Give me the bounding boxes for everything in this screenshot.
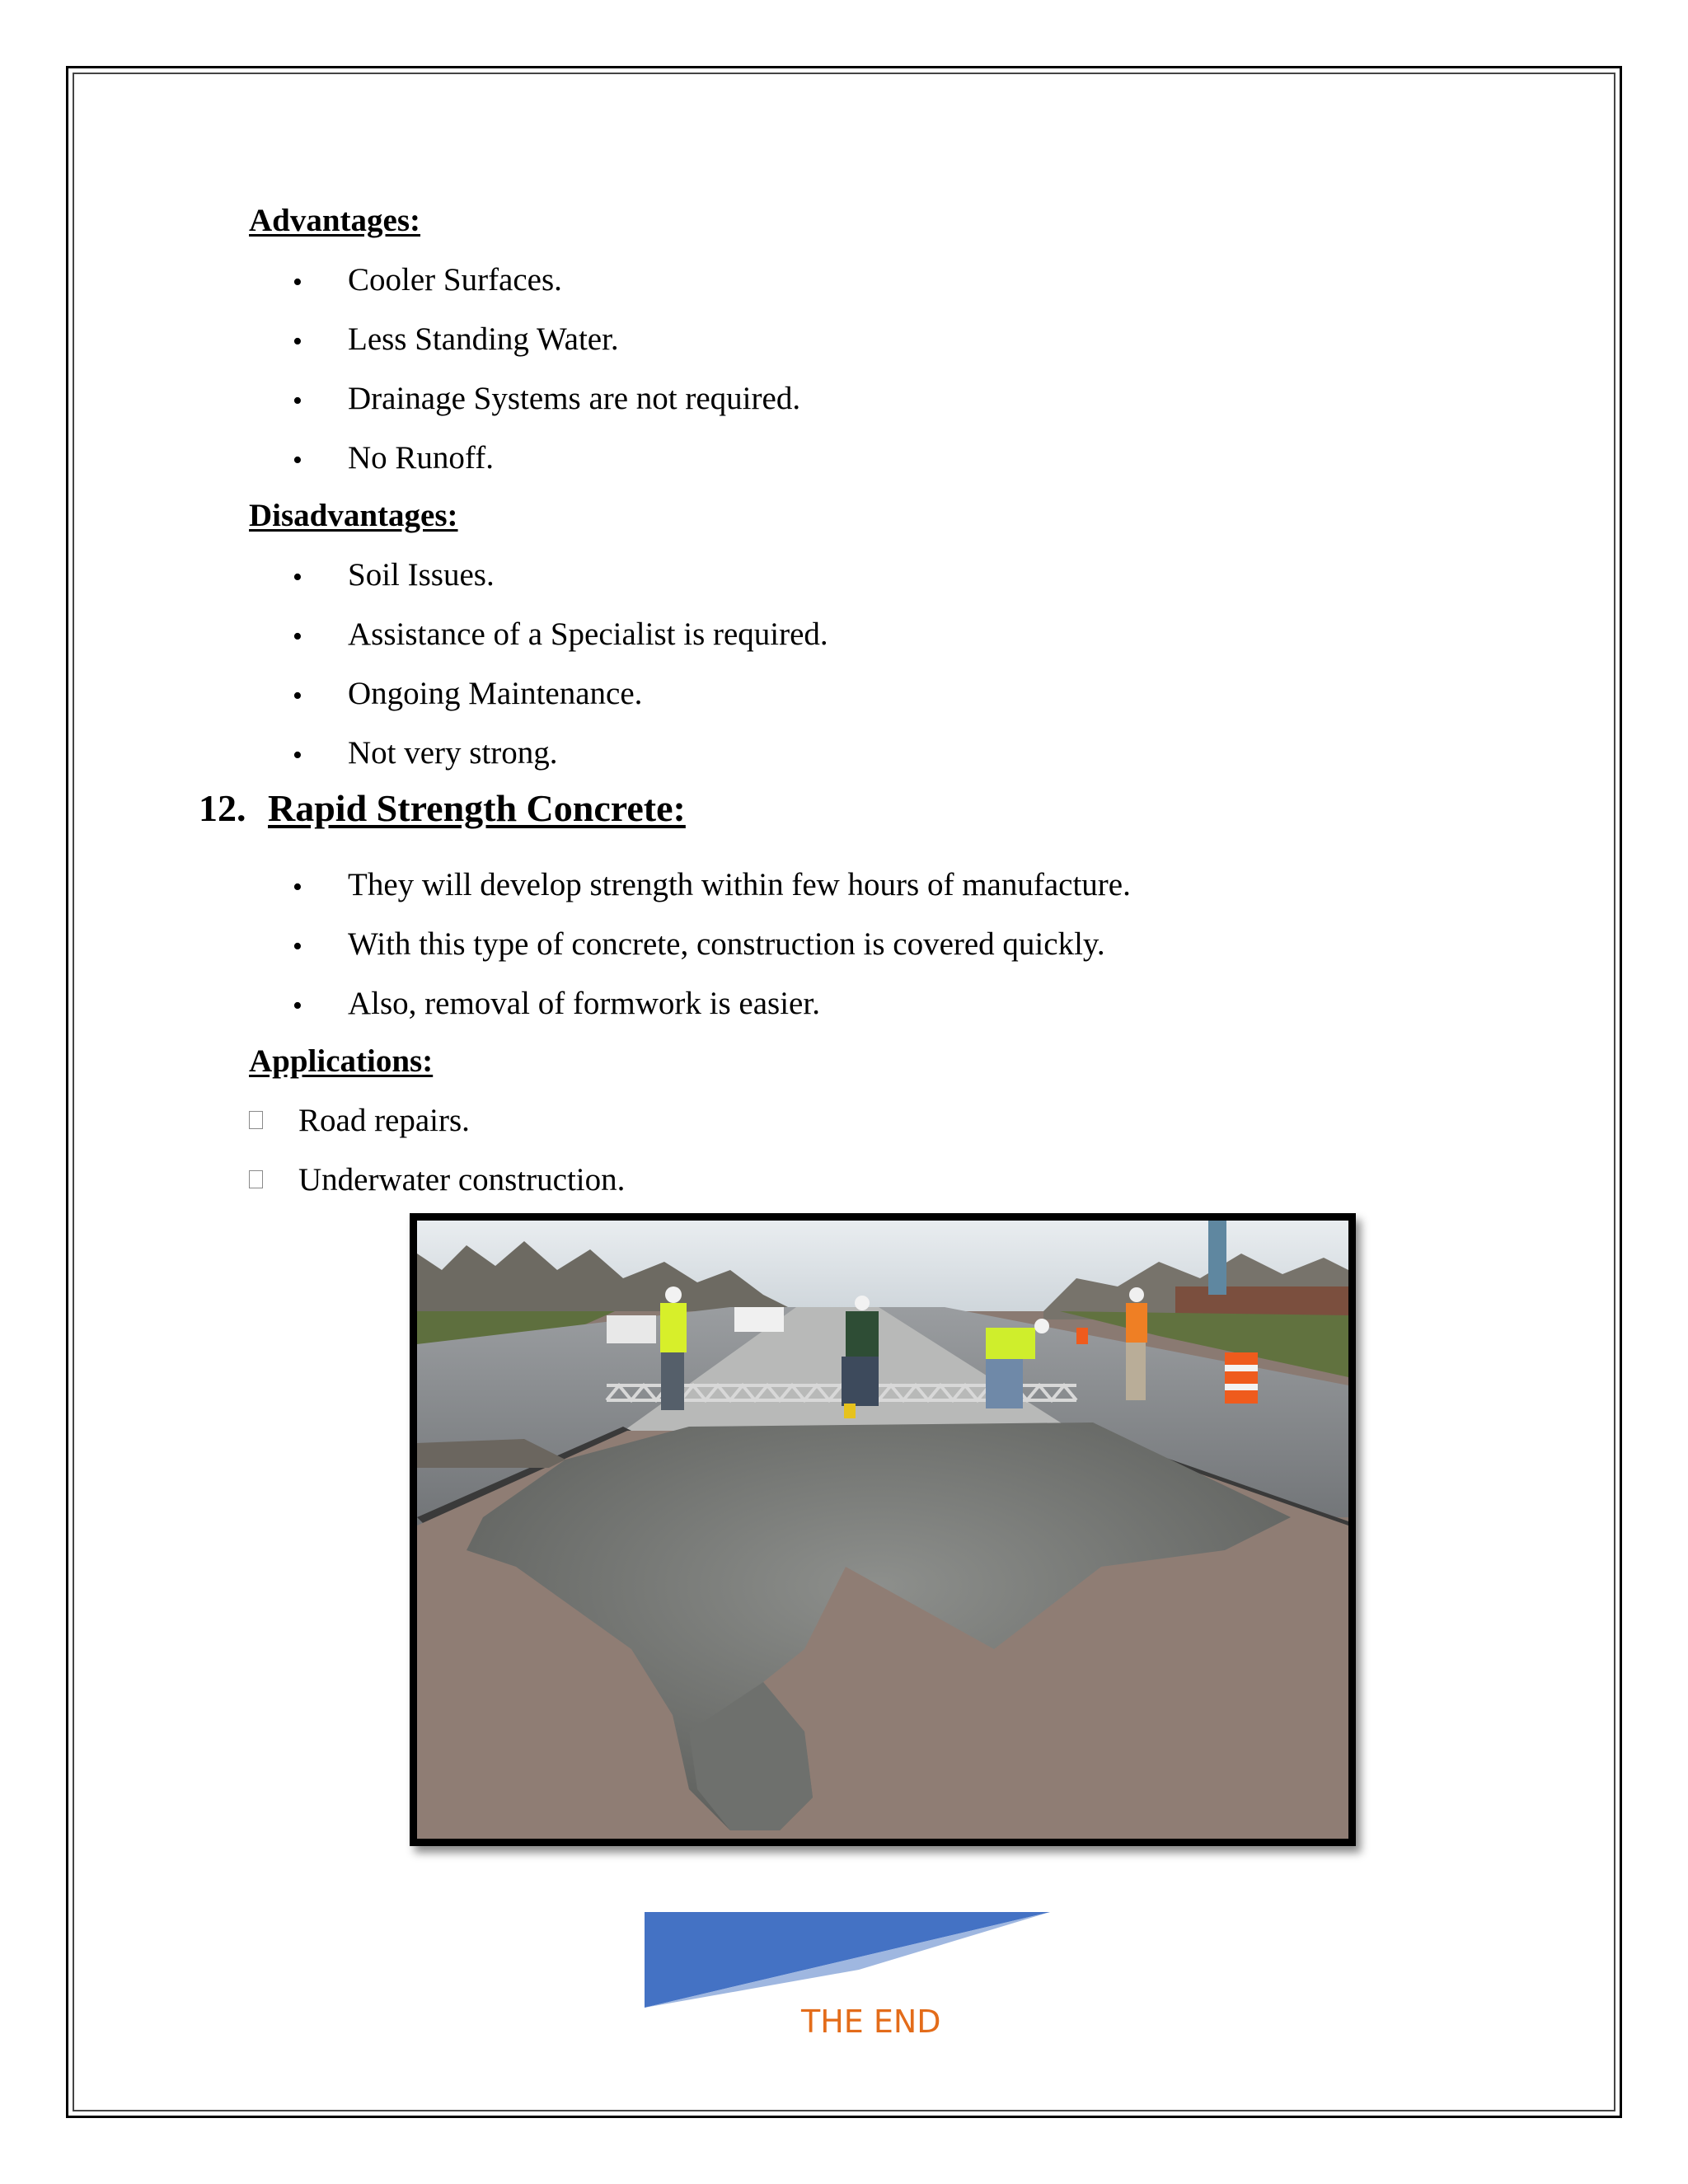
bullet-icon: • (293, 562, 302, 593)
disadvantage-text: Assistance of a Specialist is required. (348, 616, 828, 652)
disadvantage-text: Soil Issues. (348, 557, 495, 593)
bullet-icon: • (293, 740, 302, 771)
application-text: Underwater construction. (298, 1162, 626, 1197)
advantage-text: Drainage Systems are not required. (348, 381, 801, 416)
section-point-text: Also, removal of formwork is easier. (348, 986, 820, 1021)
advantage-text: Less Standing Water. (348, 321, 619, 357)
section-point-text: They will develop strength within few hours of manufacture. (348, 867, 1131, 902)
disadvantage-text: Ongoing Maintenance. (348, 676, 643, 711)
section-title: Rapid Strength Concrete: (268, 787, 686, 829)
advantages-heading: Advantages: (249, 203, 421, 238)
section-point-text: With this type of concrete, construction is covered quickly. (348, 926, 1105, 962)
advantage-text: No Runoff. (348, 440, 494, 476)
disadvantages-heading: Disadvantages: (249, 498, 458, 533)
end-banner-graphic (645, 1912, 1050, 2008)
checkbox-glyph-icon (249, 1111, 263, 1129)
bullet-icon: • (293, 991, 302, 1021)
bullet-icon: • (293, 445, 302, 476)
concrete-pour-illustration (417, 1221, 1348, 1839)
bullet-icon: • (293, 326, 302, 357)
bullet-icon: • (293, 386, 302, 416)
bullet-icon: • (293, 681, 302, 711)
section-number: 12. (199, 787, 246, 829)
application-text: Road repairs. (298, 1103, 470, 1138)
bullet-icon: • (293, 267, 302, 298)
bullet-icon: • (293, 872, 302, 902)
applications-heading: Applications: (249, 1043, 434, 1079)
advantage-text: Cooler Surfaces. (348, 262, 562, 298)
checkbox-glyph-icon (249, 1170, 263, 1188)
bullet-icon: • (293, 931, 302, 962)
end-text: THE END (801, 2004, 941, 2040)
bullet-icon: • (293, 621, 302, 652)
concrete-pour-photo (410, 1213, 1356, 1846)
disadvantage-text: Not very strong. (348, 735, 558, 771)
